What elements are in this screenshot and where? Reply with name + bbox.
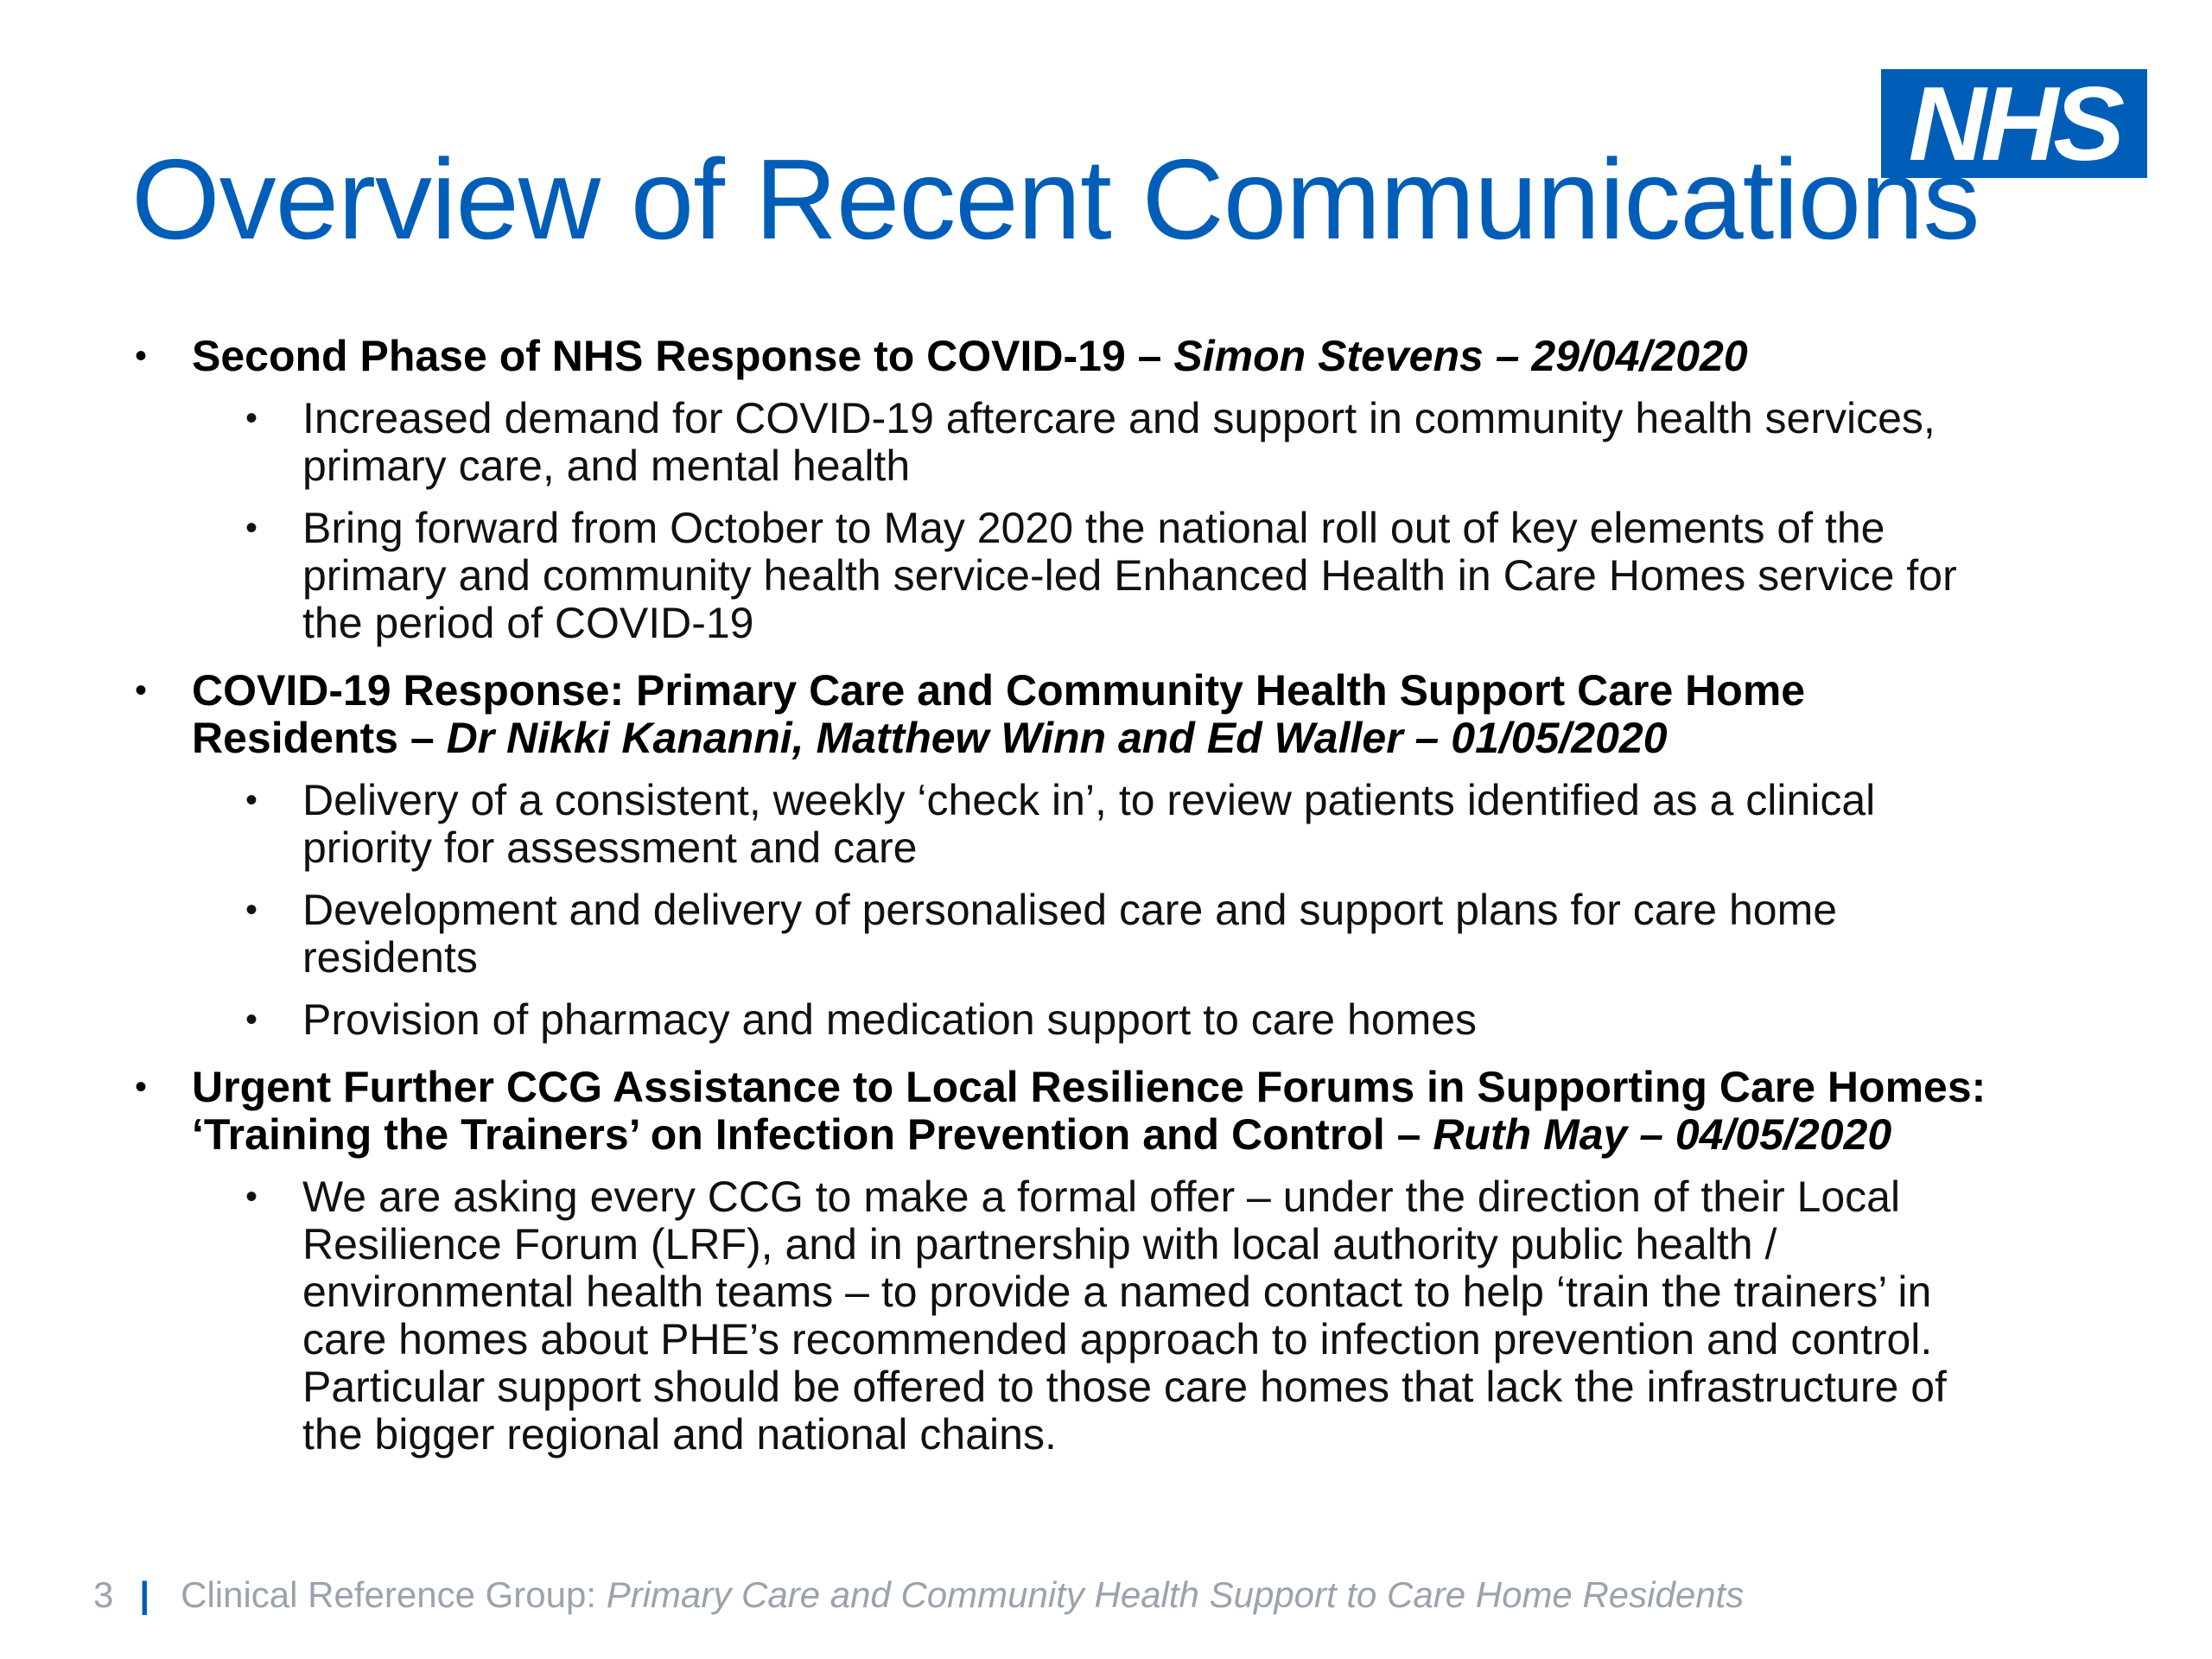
communication-heading	[192, 333, 1998, 380]
bullet-icon: •	[245, 1178, 258, 1216]
bullet-icon: •	[245, 891, 258, 929]
communication-point-text: We are asking every CCG to make a formal offer – under the direction of their Local Resilience Forum (LRF), and in partnership with local authority public health / environmental health teams – to provide a named contact to help ‘train the trainers’ in care homes about PHE’s recommended approach to infection prevention and control. Particular support should be offered to those care homes that lack the infrastructure of the bigger regional and national chains.	[302, 1173, 1947, 1459]
communication-point-text: Bring forward from October to May 2020 the national roll out of key elements of the primary and community health service-led Enhanced Health in Care Homes service for the period of COVID-19	[302, 504, 1957, 647]
bullet-icon: •	[245, 509, 258, 547]
communication-author-date: Ruth May – 04/05/2020	[1433, 1110, 1892, 1159]
communication-points	[192, 777, 1998, 1044]
footer-group: Clinical Reference Group:	[181, 1574, 607, 1615]
communication-title: Urgent Further CCG Assistance to Local Resilience Forums in Supporting Care Homes: ‘Training the Trainers’ on Infection Prevention and Control –	[192, 1063, 1986, 1159]
communication-author-date: Dr Nikki Kananni, Matthew Winn and Ed Waller – 01/05/2020	[446, 714, 1668, 762]
communication-item	[131, 333, 1998, 647]
footer-separator: |	[139, 1574, 150, 1615]
bullet-icon: •	[135, 337, 148, 375]
communication-point-text: Provision of pharmacy and medication support to care homes	[302, 995, 1478, 1044]
communication-point-text: Development and delivery of personalised care and support plans for care home residents	[302, 886, 1838, 982]
communication-heading	[192, 1064, 1998, 1159]
slide-title: Overview of Recent Communications	[131, 136, 1980, 263]
bullet-icon: •	[245, 399, 258, 437]
communication-point	[192, 777, 1998, 872]
communication-point	[192, 996, 1998, 1044]
communication-title: COVID-19 Response: Primary Care and Community Health Support Care Home Residents –	[192, 666, 1806, 762]
communication-title: Second Phase of NHS Response to COVID-19 –	[192, 332, 1174, 380]
communication-points	[192, 395, 1998, 647]
communication-heading	[192, 667, 1998, 762]
communication-item	[131, 667, 1998, 1044]
communication-point-text: Delivery of a consistent, weekly ‘check in’, to review patients identified as a clinical priority for assessment and care	[302, 776, 1876, 872]
communication-points	[192, 1173, 1998, 1459]
slide-footer	[93, 1571, 1744, 1619]
nhs-logo-text: NHS	[1908, 69, 2120, 178]
footer-document-title: Primary Care and Community Health Support to Care Home Residents	[606, 1574, 1745, 1615]
communication-point	[192, 1173, 1998, 1459]
bullet-icon: •	[135, 1068, 148, 1106]
communication-point-text: Increased demand for COVID-19 aftercare and support in community health services, primary care, and mental health	[302, 394, 1936, 490]
communication-point	[192, 887, 1998, 982]
communication-item	[131, 1064, 1998, 1459]
communications-list	[131, 333, 1998, 1478]
communication-point	[192, 395, 1998, 490]
communication-point	[192, 505, 1998, 647]
communication-author-date: Simon Stevens – 29/04/2020	[1173, 332, 1748, 380]
page-number: 3	[93, 1574, 114, 1615]
bullet-icon: •	[245, 1001, 258, 1039]
bullet-icon: •	[135, 671, 148, 709]
bullet-icon: •	[245, 781, 258, 819]
